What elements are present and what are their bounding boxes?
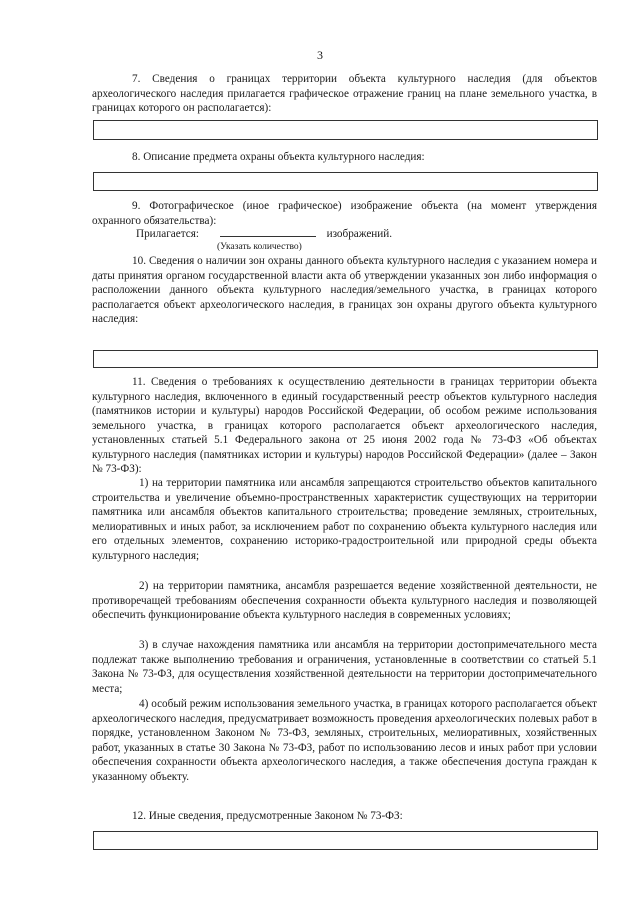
- section-12-field[interactable]: [93, 831, 598, 850]
- section-10-text: 10. Сведения о наличии зон охраны данного объекта культурного наследия с указанием номера и даты принятия органом государственной власти акта об утверждении указанных зон либо информация о расположении данного объекта культурного наследия/земельного участка, в границах которого располагается объект археологического наследия, в границах зон охраны другого объекта культурного наследия:: [92, 255, 597, 325]
- section-8-text: 8. Описание предмета охраны объекта культурного наследия:: [132, 151, 425, 163]
- attachment-row: [136, 226, 392, 241]
- section-11-item-4: 4) особый режим использования земельного участка, в границах которого располагается объект археологического наследия, предусматривает возможность проведения археологических полевых работ в порядке, установленном Законом № 73-ФЗ, земляных, строительных, мелиоративных, хозяйственных работ, указанных в статье 30 Закона № 73-ФЗ, работ по использованию лесов и иных работ при условии обеспечения сохранности объекта археологического наследия, а также обеспечения доступа граждан к указанному объекту.: [92, 698, 597, 783]
- attachment-count-field[interactable]: [220, 226, 316, 237]
- attachment-hint: (Указать количество): [217, 242, 302, 252]
- attachment-label: Прилагается:: [136, 228, 199, 240]
- page-number: 3: [317, 48, 323, 62]
- section-10-field[interactable]: [93, 350, 598, 368]
- section-7-text: 7. Сведения о границах территории объекта культурного наследия (для объектов археологического наследия прилагается графическое отражение границ на плане земельного участка, в границах которого он располагается):: [92, 73, 597, 114]
- section-11-item-2: 2) на территории памятника, ансамбля разрешается ведение хозяйственной деятельности, не противоречащей требованиям обеспечения сохранности объекта культурного наследия и позволяющей обеспечить функционирование объекта культурного наследия в современных условиях;: [92, 580, 597, 621]
- section-11-item-1: 1) на территории памятника или ансамбля запрещаются строительство объектов капитального строительства и увеличение объемно-пространственных характеристик существующих на территории памятника или ансамбля объектов капитального строительства; проведение земляных, строительных, мелиоративных и иных работ, за исключением работ по сохранению объекта культурного наследия или его отдельных элементов, сохранению историко-градостроительной или природной среды объекта культурного наследия;: [92, 477, 597, 562]
- attachment-suffix: изображений.: [326, 228, 393, 240]
- section-11-item-3: 3) в случае нахождения памятника или ансамбля на территории достопримечательного места подлежат также выполнению требования и ограничения, установленные в соответствии со статьей 5.1 Закона № 73-ФЗ, для осуществления хозяйственной деятельности на территории достопримечательного места;: [92, 639, 597, 695]
- section-7-field[interactable]: [93, 120, 598, 140]
- section-11-text: 11. Сведения о требованиях к осуществлению деятельности в границах территории объекта культурного наследия, включенного в единый государственный реестр объектов культурного наследия (памятников истории и культуры) народов Российской Федерации, об особом режиме использования земельного участка, в границах которого располагается объект археологического наследия, установленных статьей 5.1 Федерального закона от 25 июня 2002 года № 73-ФЗ «Об объектах культурного наследия (памятниках истории и культуры) народов Российской Федерации» (далее – Закон № 73-ФЗ):: [92, 376, 597, 475]
- section-8-field[interactable]: [93, 172, 598, 191]
- section-9-text: 9. Фотографическое (иное графическое) изображение объекта (на момент утверждения охранного обязательства):: [92, 200, 597, 227]
- section-12-text: 12. Иные сведения, предусмотренные Законом № 73-ФЗ:: [132, 810, 403, 822]
